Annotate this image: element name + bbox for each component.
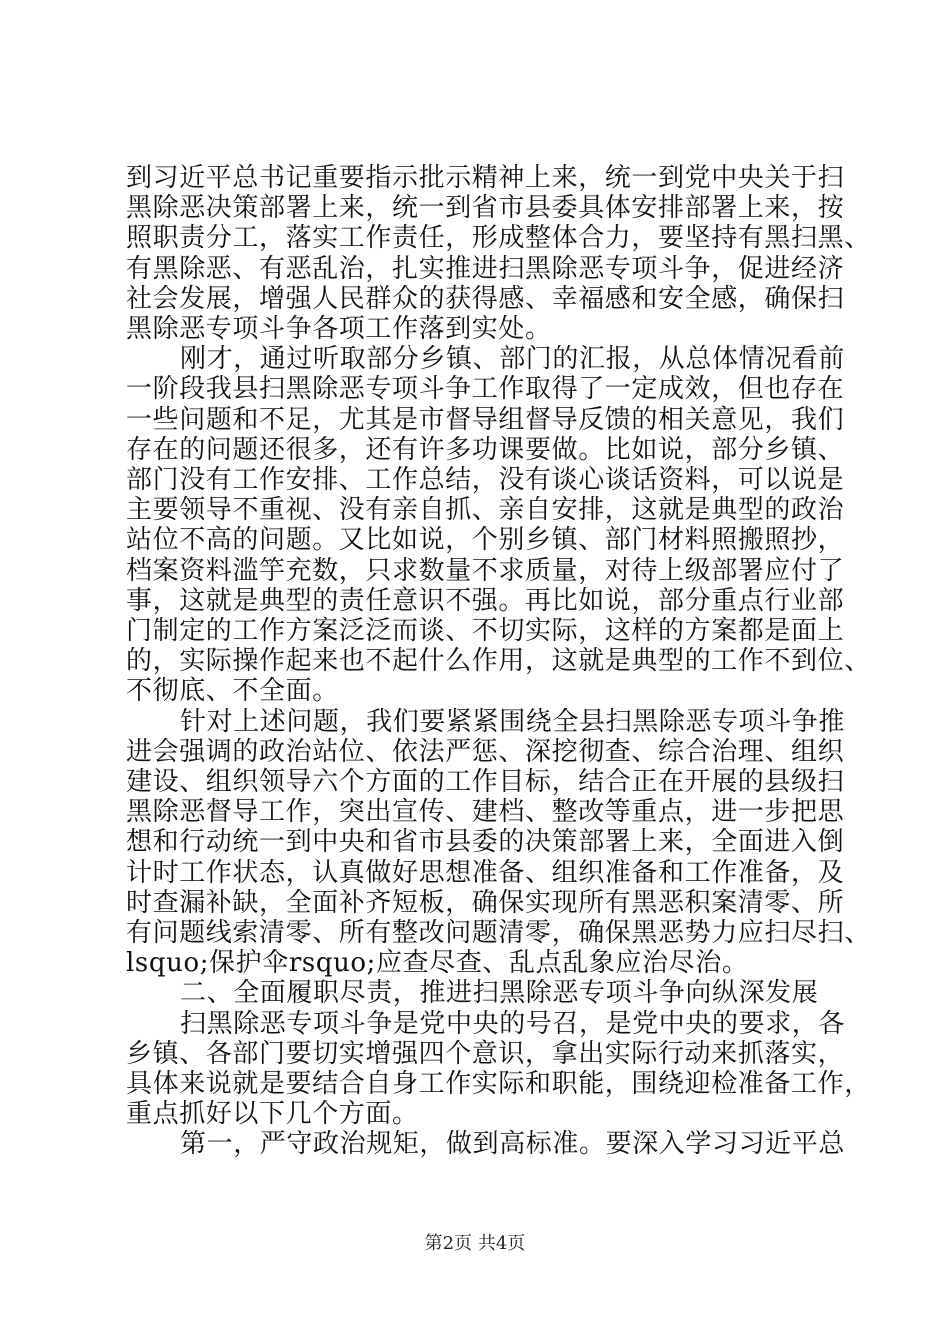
body-line: 不彻底、不全面。	[126, 676, 339, 707]
body-line: 一阶段我县扫黑除恶专项斗争工作取得了一定成效，但也存在	[126, 374, 845, 405]
body-line: 到习近平总书记重要指示批示精神上来，统一到党中央关于扫	[126, 163, 845, 193]
page-footer: 第2页 共4页	[424, 1233, 526, 1254]
body-line: 存在的问题还很多，还有许多功课要做。比如说，部分乡镇、	[126, 434, 845, 465]
body-line: 计时工作状态，认真做好思想准备、组织准备和工作准备，及	[126, 857, 845, 888]
paragraph-start-line: 第一，严守政治规矩，做到高标准。要深入学习习近平总	[180, 1129, 846, 1160]
section-heading: 二、全面履职尽责，推进扫黑除恶专项斗争向纵深发展	[180, 978, 819, 1009]
body-line: 想和行动统一到中央和省市县委的决策部署上来，全面进入倒	[126, 827, 845, 858]
body-line: 事，这就是典型的责任意识不强。再比如说，部分重点行业部	[126, 585, 845, 616]
body-line: 重点抓好以下几个方面。	[126, 1099, 419, 1130]
body-line: 建设、组织领导六个方面的工作目标，结合正在开展的县级扫	[126, 767, 845, 797]
paragraph-start-line: 针对上述问题，我们要紧紧围绕全县扫黑除恶专项斗争推	[180, 706, 846, 737]
paragraph-start-line: 刚才，通过听取部分乡镇、部门的汇报，从总体情况看前	[180, 344, 846, 375]
paragraph-start-line: 扫黑除恶专项斗争是党中央的号召，是党中央的要求，各	[180, 1008, 846, 1039]
body-line: 乡镇、各部门要切实增强四个意识，拿出实际行动来抓落实，	[126, 1038, 845, 1069]
body-line: 黑除恶决策部署上来，统一到省市县委具体安排部署上来，按	[126, 193, 845, 224]
body-line: 时查漏补缺，全面补齐短板，确保实现所有黑恶积案清零、所	[126, 887, 845, 918]
body-line: 黑除恶督导工作，突出宣传、建档、整改等重点，进一步把思	[126, 797, 845, 828]
body-line: 社会发展，增强人民群众的获得感、幸福感和安全感，确保扫	[126, 283, 845, 314]
body-line: 门制定的工作方案泛泛而谈、不切实际，这样的方案都是面上	[126, 616, 845, 646]
body-line: 主要领导不重视、没有亲自抓、亲自安排，这就是典型的政治	[126, 495, 845, 526]
body-line: 有问题线索清零、所有整改问题清零，确保黑恶势力应扫尽扫、	[126, 918, 871, 948]
body-line: 站位不高的问题。又比如说，个别乡镇、部门材料照搬照抄，	[126, 525, 845, 556]
body-line: lsquo;保护伞rsquo;应查尽查、乱点乱象应治尽治。	[126, 948, 749, 979]
body-line: 一些问题和不足，尤其是市督导组督导反馈的相关意见，我们	[126, 404, 845, 435]
body-line: 的，实际操作起来也不起什么作用，这就是典型的工作不到位、	[126, 646, 871, 677]
body-line: 具体来说就是要结合自身工作实际和职能，围绕迎检准备工作，	[126, 1069, 871, 1099]
body-line: 进会强调的政治站位、依法严惩、深挖彻查、综合治理、组织	[126, 736, 845, 767]
body-line: 有黑除恶、有恶乱治，扎实推进扫黑除恶专项斗争，促进经济	[126, 253, 845, 284]
body-line: 部门没有工作安排、工作总结，没有谈心谈话资料，可以说是	[126, 465, 845, 495]
body-line: 黑除恶专项斗争各项工作落到实处。	[126, 314, 552, 344]
body-line: 档案资料滥竽充数，只求数量不求质量，对待上级部署应付了	[126, 555, 845, 586]
body-line: 照职责分工，落实工作责任，形成整体合力，要坚持有黑扫黑、	[126, 223, 871, 254]
